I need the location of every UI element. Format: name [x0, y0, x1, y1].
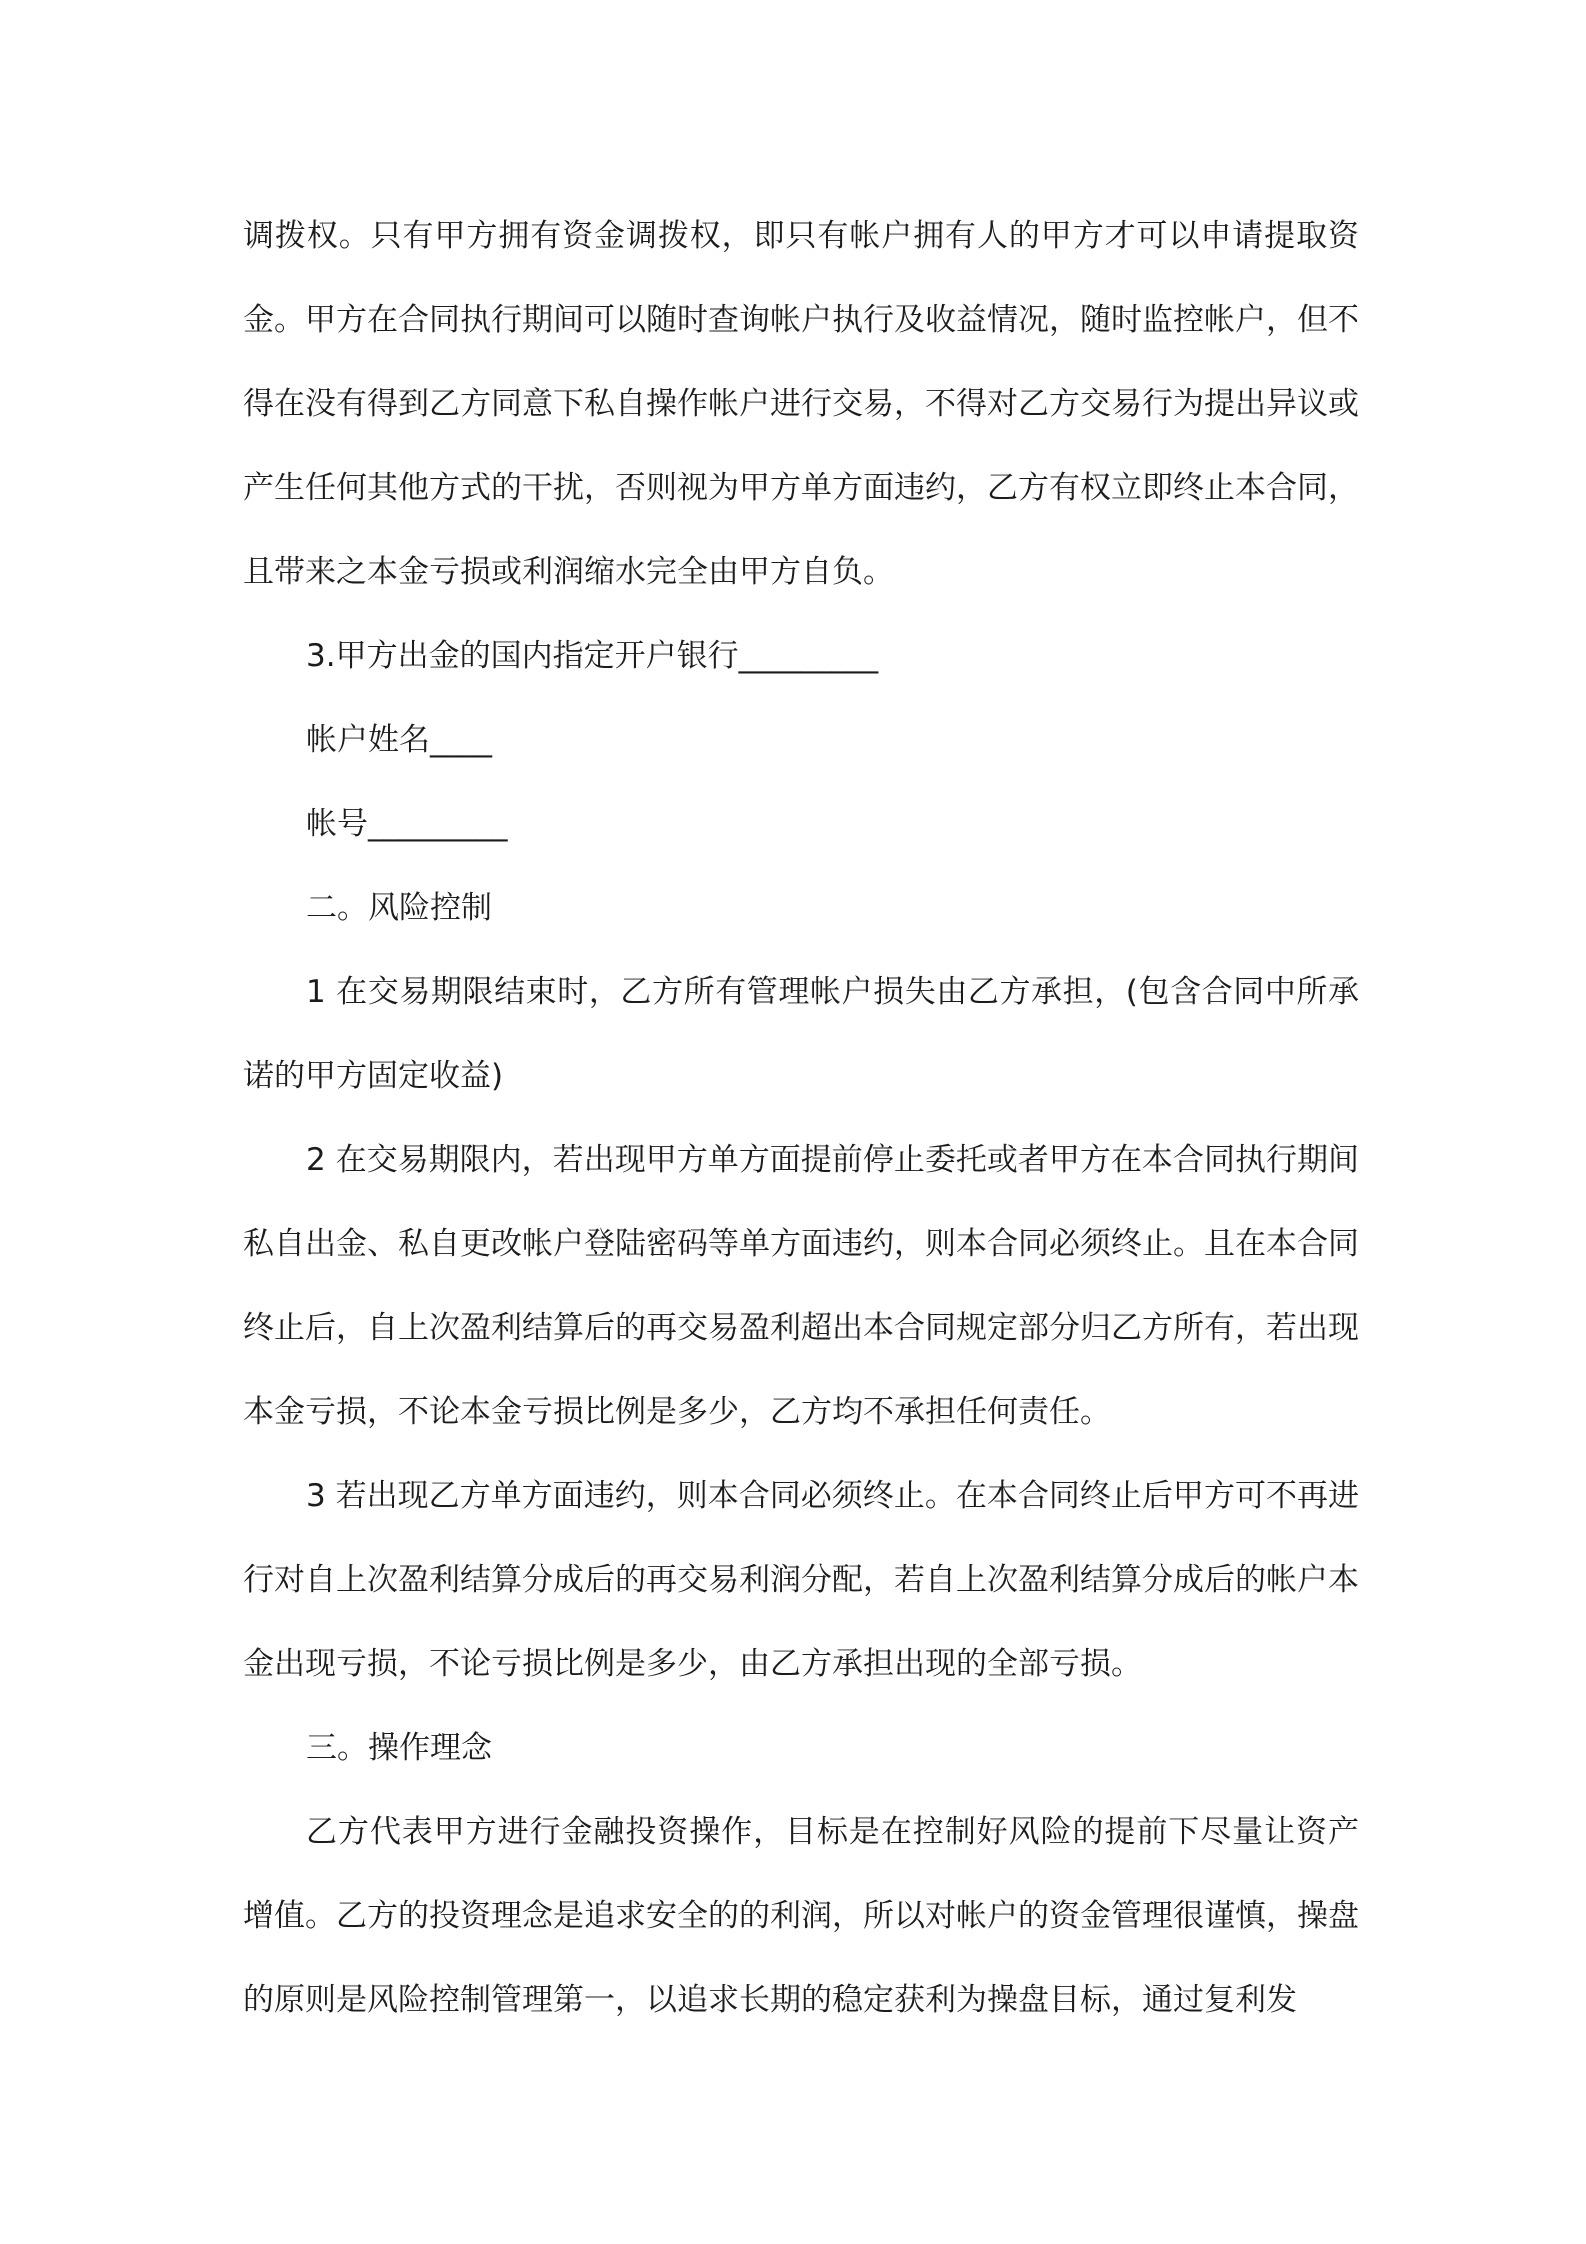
section-heading-operation-philosophy: 三。操作理念: [306, 1730, 492, 1766]
paragraph-risk-2: 2 在交易期限内，若出现甲方单方面提前停止委托或者甲方在本合同执行期间私自出金、私自更改帐户登陆密码等单方面违约，则本合同必须终止。且在本合同终止后，自上次盈利结算后的再交易盈利超出本合同规定部分归乙方所有，若出现本金亏损，不论本金亏损比例是多少，乙方均不承担任何责任。: [243, 1142, 1359, 1430]
paragraph-bank-account: 3.甲方出金的国内指定开户银行_________: [306, 638, 879, 674]
paragraph-risk-1: 1 在交易期限结束时，乙方所有管理帐户损失由乙方承担，(包含合同中所承诺的甲方固定收益): [243, 974, 1359, 1094]
paragraph-account-name: 帐户姓名____: [306, 722, 492, 758]
paragraph-fund-transfer-rights: 调拨权。只有甲方拥有资金调拨权，即只有帐户拥有人的甲方才可以申请提取资金。甲方在合同执行期间可以随时查询帐户执行及收益情况，随时监控帐户，但不得在没有得到乙方同意下私自操作帐户进行交易，不得对乙方交易行为提出异议或产生任何其他方式的干扰，否则视为甲方单方面违约，乙方有权立即终止本合同，且带来之本金亏损或利润缩水完全由甲方自负。: [243, 218, 1359, 590]
paragraph-operation-philosophy: 乙方代表甲方进行金融投资操作，目标是在控制好风险的提前下尽量让资产增值。乙方的投资理念是追求安全的的利润，所以对帐户的资金管理很谨慎，操盘的原则是风险控制管理第一，以追求长期的稳定获利为操盘目标，通过复利发: [243, 1814, 1359, 2018]
document-body: [243, 194, 1359, 2042]
section-heading-risk-control: 二。风险控制: [306, 890, 492, 926]
paragraph-account-number: 帐号_________: [306, 806, 508, 842]
paragraph-risk-3: 3 若出现乙方单方面违约，则本合同必须终止。在本合同终止后甲方可不再进行对自上次盈利结算分成后的再交易利润分配，若自上次盈利结算分成后的帐户本金出现亏损，不论亏损比例是多少，由乙方承担出现的全部亏损。: [243, 1478, 1359, 1682]
